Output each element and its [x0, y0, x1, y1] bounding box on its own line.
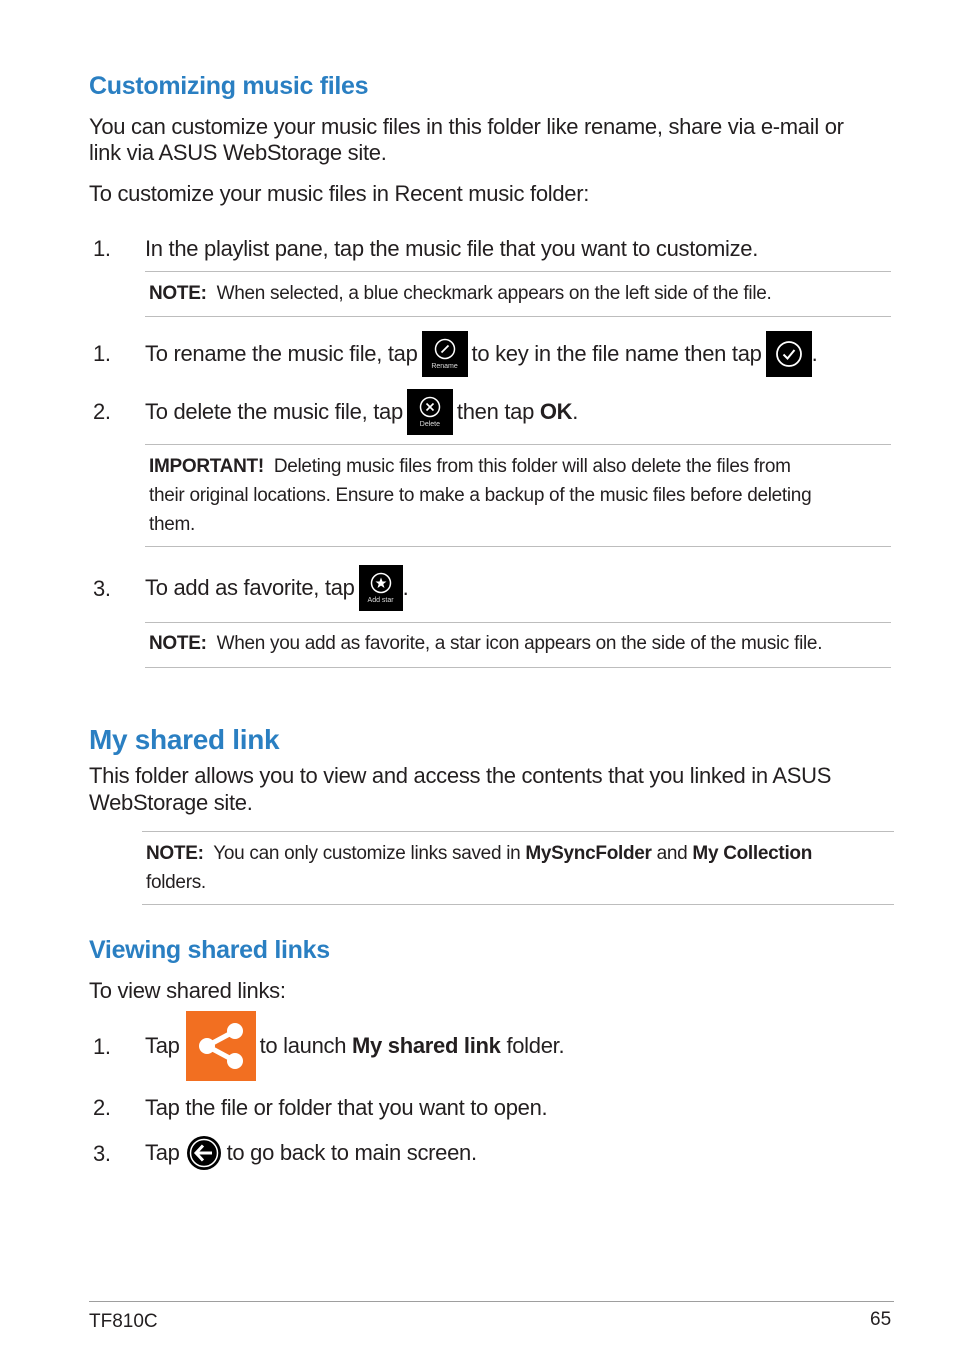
check-tile	[766, 331, 812, 377]
rename-step	[145, 331, 817, 377]
divider	[145, 316, 891, 317]
note-text: You can only customize links saved in	[213, 843, 521, 864]
note-text: When selected, a blue checkmark appears on the left side of the file.	[216, 283, 772, 304]
step-text: To delete the music file, tap	[145, 399, 403, 424]
important-label: IMPORTANT!	[149, 456, 264, 477]
back-step	[145, 1134, 477, 1172]
section-heading-shared-link: My shared link	[89, 724, 280, 755]
step-text: Tap the file or folder that you want to open.	[145, 1095, 548, 1120]
step-number: 1.	[93, 1034, 111, 1059]
note-label: NOTE:	[149, 283, 207, 304]
note-text: When you add as favorite, a star icon appears on the side of the music file.	[216, 633, 823, 654]
note-box	[149, 629, 822, 658]
step-text: .	[811, 341, 818, 366]
note-label: NOTE:	[149, 633, 207, 654]
step-number: 1.	[93, 236, 111, 261]
divider	[145, 444, 891, 445]
important-text: their original locations. Ensure to make a backup of the music files before deleting	[149, 485, 812, 506]
step-number: 3.	[93, 1141, 111, 1166]
note-text: folders.	[146, 872, 206, 893]
note-box	[149, 279, 771, 308]
folder-name: My Collection	[692, 843, 813, 864]
delete-tile	[407, 389, 453, 435]
star-icon	[370, 572, 392, 594]
star-tile	[359, 565, 403, 611]
section-heading-customizing: Customizing music files	[89, 72, 369, 100]
step-number: 2.	[93, 1095, 111, 1120]
intro-line-1: You can customize your music files in this folder like rename, share via e-mail or	[89, 114, 844, 139]
intro-line-2: WebStorage site.	[89, 790, 253, 815]
rename-tile	[422, 331, 468, 377]
step-number: 3.	[93, 576, 111, 601]
divider	[142, 904, 894, 905]
folder-name: My shared link	[351, 1033, 501, 1058]
delete-icon	[419, 396, 441, 418]
step-text: to go back to main screen.	[226, 1140, 477, 1165]
divider	[145, 546, 891, 547]
share-step	[145, 1011, 564, 1081]
lead-text: To view shared links:	[89, 978, 286, 1003]
footer-model: TF810C	[89, 1311, 158, 1332]
note-box	[146, 839, 812, 897]
step-number: 2.	[93, 399, 111, 424]
step-text: then tap	[456, 399, 535, 424]
rename-icon	[434, 338, 456, 360]
step-text: To add as favorite, tap	[145, 575, 355, 600]
folder-name: MySyncFolder	[525, 843, 652, 864]
lead-text: To customize your music files in Recent music folder:	[89, 181, 590, 206]
step-text: Tap	[145, 1033, 180, 1058]
step-text: folder.	[506, 1033, 565, 1058]
divider	[145, 622, 891, 623]
page-number: 65	[870, 1309, 892, 1330]
check-icon	[775, 340, 803, 368]
divider	[142, 831, 894, 832]
step-text: to key in the file name then tap	[471, 341, 762, 366]
step-text: to launch	[259, 1033, 347, 1058]
step-text: Tap	[145, 1140, 180, 1165]
ok-label: OK	[539, 399, 573, 424]
delete-icon-label: Delete	[419, 421, 440, 428]
share-icon	[193, 1021, 249, 1071]
intro-line-1: This folder allows you to view and access the contents that you linked in ASUS	[89, 763, 832, 788]
section-heading-viewing: Viewing shared links	[89, 936, 330, 964]
important-box	[149, 452, 811, 539]
footer-divider	[89, 1301, 894, 1302]
important-text: them.	[149, 514, 196, 535]
step-text: In the playlist pane, tap the music file that you want to customize.	[145, 236, 759, 261]
step-text: .	[572, 399, 579, 424]
step-number: 1.	[93, 341, 111, 366]
intro-line-2: link via ASUS WebStorage site.	[89, 140, 387, 165]
note-text: and	[656, 843, 688, 864]
divider	[145, 667, 891, 668]
share-tile	[186, 1011, 256, 1081]
note-label: NOTE:	[146, 843, 204, 864]
important-text: Deleting music files from this folder will also delete the files from	[273, 456, 791, 477]
star-icon-label: Add star	[367, 597, 394, 604]
rename-icon-label: Rename	[431, 363, 458, 370]
step-text: .	[402, 575, 409, 600]
divider	[145, 271, 891, 272]
delete-step	[145, 389, 578, 435]
step-text: To rename the music file, tap	[145, 341, 418, 366]
star-step	[145, 565, 408, 611]
back-arrow-icon	[185, 1134, 223, 1172]
